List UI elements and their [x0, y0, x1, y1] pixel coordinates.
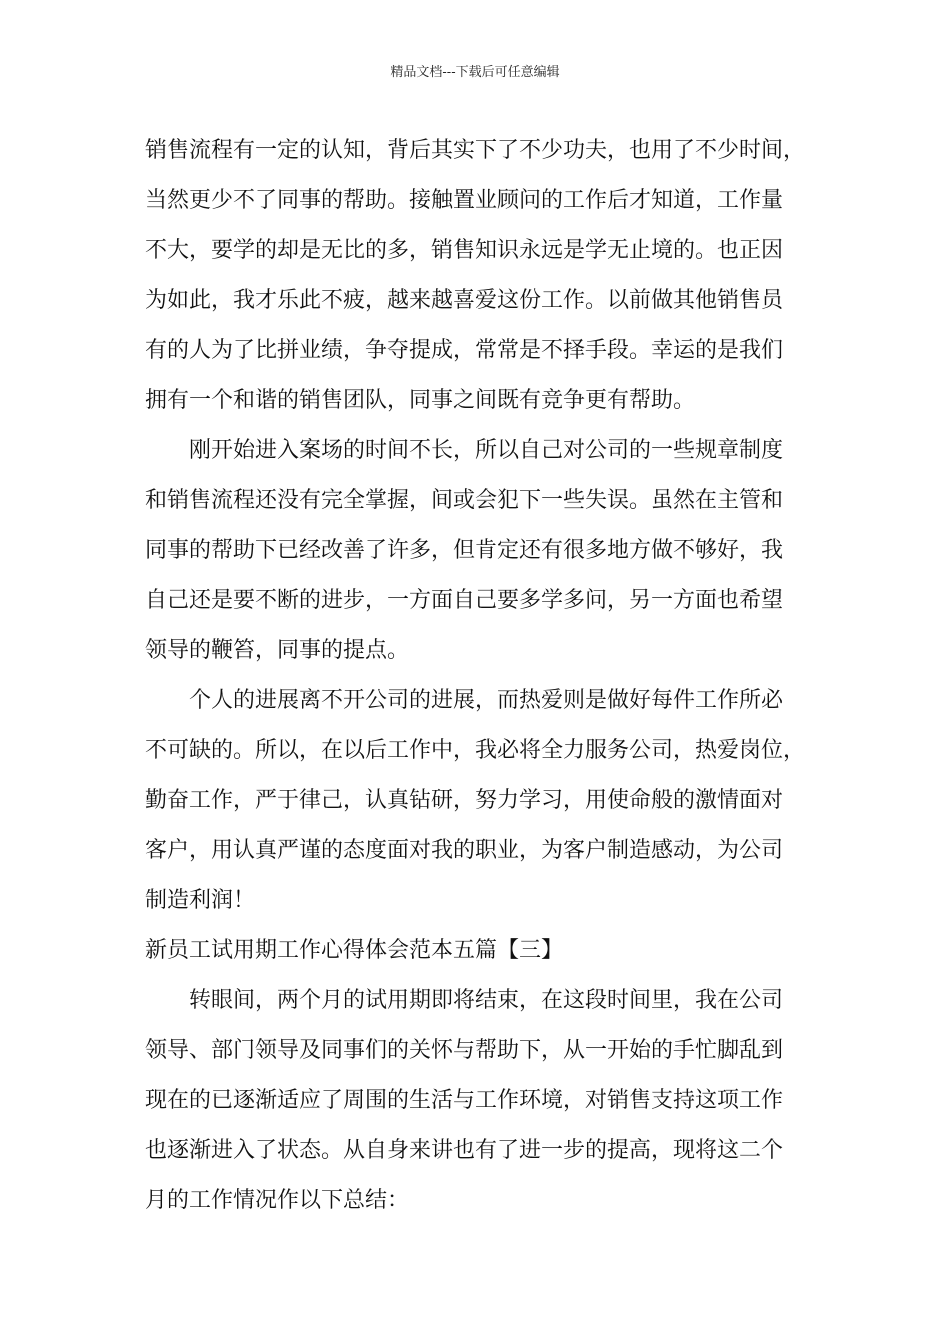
text-line: 当然更少不了同事的帮助。接触置业顾问的工作后才知道，工作量 — [145, 188, 784, 213]
text-line: 勤奋工作，严于律己，认真钻研，努力学习，用使命般的激情面对 — [145, 788, 784, 813]
text-line: 月的工作情况作以下总结： — [145, 1188, 410, 1213]
document-body — [145, 126, 825, 1226]
text-line: 领导的鞭笞，同事的提点。 — [145, 638, 410, 663]
text-line: 也逐渐进入了状态。从自身来讲也有了进一步的提高，现将这二个 — [145, 1138, 784, 1163]
text-line: 不可缺的。所以，在以后工作中，我必将全力服务公司，热爱岗位， — [145, 738, 806, 763]
page-header: 精品文档---下载后可任意编辑 — [390, 65, 560, 80]
text-line: 销售流程有一定的认知，背后其实下了不少功夫，也用了不少时间， — [145, 138, 806, 163]
text-line: 为如此，我才乐此不疲，越来越喜爱这份工作。以前做其他销售员 — [145, 288, 784, 313]
text-line: 拥有一个和谐的销售团队，同事之间既有竞争更有帮助。 — [145, 388, 696, 413]
text-line: 不大，要学的却是无比的多，销售知识永远是学无止境的。也正因 — [145, 238, 784, 263]
text-line: 制造利润！ — [145, 888, 256, 913]
text-line: 和销售流程还没有完全掌握，间或会犯下一些失误。虽然在主管和 — [145, 488, 784, 513]
text-line: 转眼间，两个月的试用期即将结束，在这段时间里，我在公司 — [189, 988, 784, 1013]
text-line: 自己还是要不断的进步，一方面自己要多学多问，另一方面也希望 — [145, 588, 784, 613]
text-line: 领导、部门领导及同事们的关怀与帮助下，从一开始的手忙脚乱到 — [145, 1038, 784, 1063]
text-line: 刚开始进入案场的时间不长，所以自己对公司的一些规章制度 — [189, 438, 784, 463]
text-line: 客户，用认真严谨的态度面对我的职业，为客户制造感动，为公司 — [145, 838, 784, 863]
text-line: 有的人为了比拼业绩，争夺提成，常常是不择手段。幸运的是我们 — [145, 338, 784, 363]
text-line: 个人的进展离不开公司的进展，而热爱则是做好每件工作所必 — [189, 688, 784, 713]
text-line: 新员工试用期工作心得体会范本五篇【三】 — [145, 938, 564, 963]
text-line: 同事的帮助下已经改善了许多，但肯定还有很多地方做不够好，我 — [145, 538, 784, 563]
text-line: 现在的已逐渐适应了周围的生活与工作环境，对销售支持这项工作 — [145, 1088, 784, 1113]
